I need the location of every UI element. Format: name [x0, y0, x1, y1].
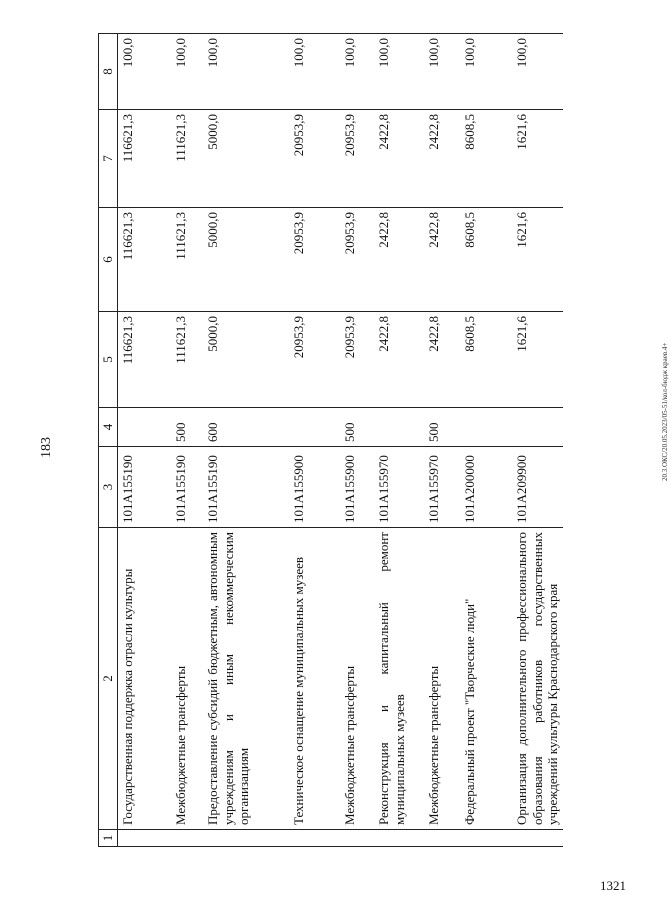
row-value-6: 116621,3: [117, 208, 171, 312]
cell-empty: [374, 830, 424, 847]
table-row: [117, 34, 171, 847]
header-row: [99, 34, 118, 847]
cell-empty: [424, 830, 460, 847]
row-type: [117, 408, 171, 447]
header-cell: 7: [99, 110, 118, 208]
row-value-5: 20953,9: [340, 312, 374, 408]
row-value-6: 20953,9: [289, 208, 340, 312]
row-value-5: 20953,9: [289, 312, 340, 408]
row-value-7: 5000,0: [203, 110, 289, 208]
table-row: [374, 34, 424, 847]
header-cell: 8: [99, 34, 118, 110]
corner-number: 1321: [600, 878, 626, 893]
row-name: Предоставление субсидий бюджетным, автономным учреждениям и иным некоммерческим организациям: [203, 528, 289, 830]
table-row: [171, 34, 203, 847]
cell-empty: [340, 830, 374, 847]
row-name: Реконструкция и капитальный ремонт муниципальных музеев: [374, 528, 424, 830]
row-name: Федеральный проект "Творческие люди": [460, 528, 512, 830]
row-code: 101А155900: [340, 447, 374, 528]
row-code: 101А155190: [117, 447, 171, 528]
row-value-5: 8608,5: [460, 312, 512, 408]
row-code: 101А200000: [460, 447, 512, 528]
page-number: 183: [39, 437, 54, 458]
row-value-8: 100,0: [374, 34, 424, 110]
row-value-7: 2422,8: [374, 110, 424, 208]
row-code: 101А155970: [424, 447, 460, 528]
cell-empty: [460, 830, 512, 847]
row-code: 101А155190: [203, 447, 289, 528]
row-code: 101А155900: [289, 447, 340, 528]
header-cell: 5: [99, 312, 118, 408]
row-value-6: 2422,8: [374, 208, 424, 312]
row-type: [374, 408, 424, 447]
row-value-5: 2422,8: [374, 312, 424, 408]
document-stamp: 20.3.ОКС/20.05.2023/05-51/кол-бюдж краев.4+: [661, 342, 669, 481]
row-value-7: 2422,8: [424, 110, 460, 208]
row-value-8: 100,0: [289, 34, 340, 110]
header-cell: 6: [99, 208, 118, 312]
row-value-5: 111621,3: [171, 312, 203, 408]
row-value-8: 100,0: [460, 34, 512, 110]
row-name: Техническое оснащение муниципальных музеев: [289, 528, 340, 830]
row-code: 101А209900: [512, 447, 563, 528]
row-name: Межбюджетные трансферты: [340, 528, 374, 830]
row-value-6: 8608,5: [460, 208, 512, 312]
cell-empty: [203, 830, 289, 847]
row-type: [512, 408, 563, 447]
header-cell: 4: [99, 408, 118, 447]
row-value-8: 100,0: [340, 34, 374, 110]
header-cell: 2: [99, 528, 118, 830]
budget-table-rotated: [98, 34, 561, 847]
row-value-6: 2422,8: [424, 208, 460, 312]
row-value-7: 1621,6: [512, 110, 563, 208]
row-code: 101А155190: [171, 447, 203, 528]
row-value-7: 116621,3: [117, 110, 171, 208]
cell-empty: [512, 830, 563, 847]
row-value-7: 20953,9: [340, 110, 374, 208]
row-name: Межбюджетные трансферты: [424, 528, 460, 830]
row-value-8: 100,0: [117, 34, 171, 110]
row-type: 500: [424, 408, 460, 447]
row-value-8: 100,0: [203, 34, 289, 110]
row-value-6: 20953,9: [340, 208, 374, 312]
table-row: [512, 34, 563, 847]
header-cell: 3: [99, 447, 118, 528]
row-name: Межбюджетные трансферты: [171, 528, 203, 830]
row-name: Организация дополнительного профессионального образования работников государственных учреждений культуры Краснодарского края: [512, 528, 563, 830]
row-value-8: 100,0: [512, 34, 563, 110]
row-value-7: 8608,5: [460, 110, 512, 208]
row-code: 101А155970: [374, 447, 424, 528]
row-value-7: 20953,9: [289, 110, 340, 208]
row-value-8: 100,0: [171, 34, 203, 110]
table-row: [289, 34, 340, 847]
row-value-5: 2422,8: [424, 312, 460, 408]
cell-empty: [289, 830, 340, 847]
row-value-8: 100,0: [424, 34, 460, 110]
row-value-5: 1621,6: [512, 312, 563, 408]
row-value-6: 1621,6: [512, 208, 563, 312]
row-type: 500: [340, 408, 374, 447]
row-value-5: 116621,3: [117, 312, 171, 408]
table-row: [424, 34, 460, 847]
cell-empty: [171, 830, 203, 847]
budget-table: [98, 33, 563, 847]
row-type: [460, 408, 512, 447]
table-row: [460, 34, 512, 847]
row-value-5: 5000,0: [203, 312, 289, 408]
row-value-6: 111621,3: [171, 208, 203, 312]
row-type: 500: [171, 408, 203, 447]
row-name: Государственная поддержка отрасли культуры: [117, 528, 171, 830]
row-type: [289, 408, 340, 447]
row-type: 600: [203, 408, 289, 447]
table-row: [203, 34, 289, 847]
header-cell: 1: [99, 830, 118, 847]
row-value-6: 5000,0: [203, 208, 289, 312]
row-value-7: 111621,3: [171, 110, 203, 208]
table-row: [340, 34, 374, 847]
cell-empty: [117, 830, 171, 847]
